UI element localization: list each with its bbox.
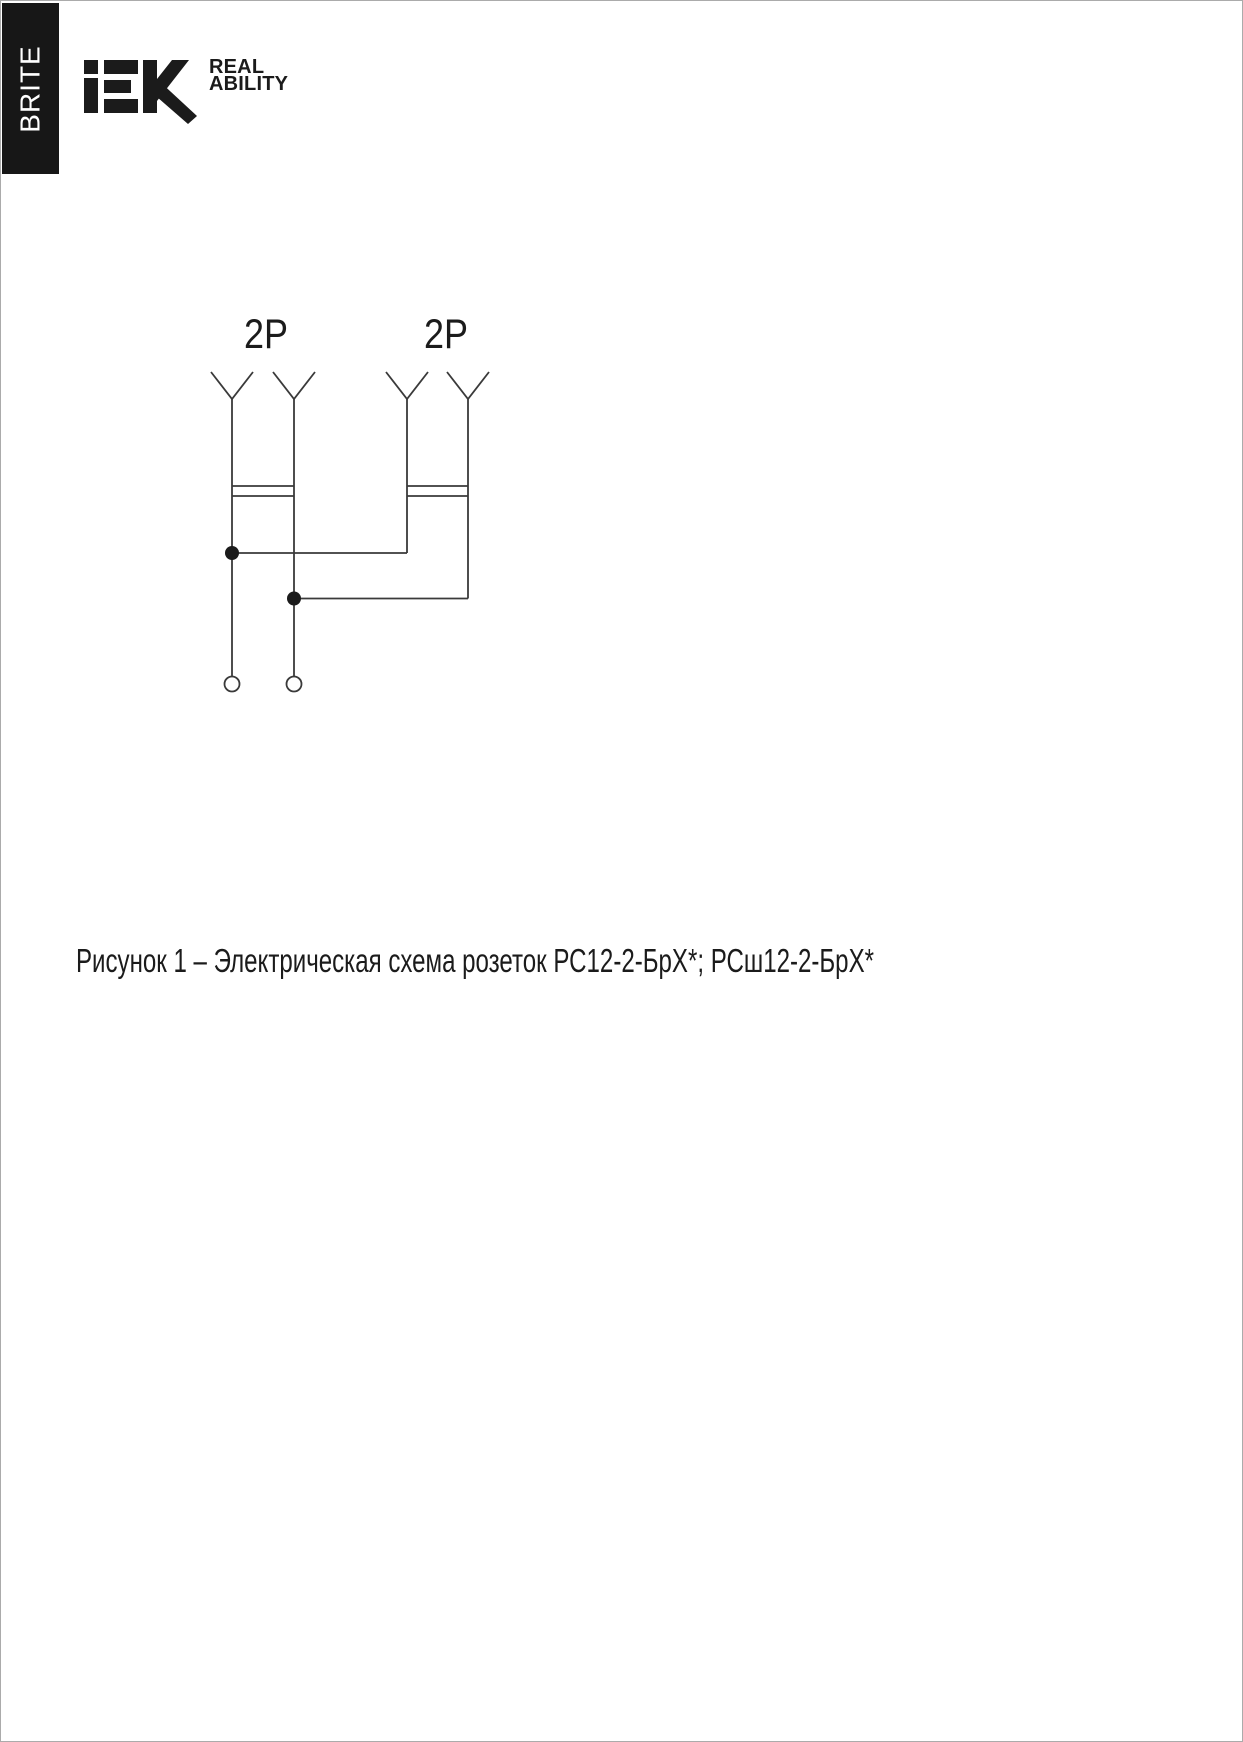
pin-fork-icon-2 bbox=[273, 372, 315, 399]
pole-label-left: 2P bbox=[244, 310, 288, 357]
pin-fork-icon-1 bbox=[211, 372, 253, 399]
logo-tagline-line2: ABILITY bbox=[209, 73, 289, 95]
pin-fork-icon-3 bbox=[386, 372, 428, 399]
wiring-diagram bbox=[1, 1, 1243, 1742]
figure-caption: Рисунок 1 – Электрическая схема розеток РС12-2-БрХ*; РСш12-2-БрХ* bbox=[76, 942, 875, 979]
junction-dot-1 bbox=[225, 546, 239, 560]
logo-tagline-line1: REAL bbox=[209, 56, 265, 78]
terminal-circle-2 bbox=[287, 677, 302, 692]
pole-label-right: 2P bbox=[424, 310, 468, 357]
brite-series-label: BRITE bbox=[14, 44, 46, 133]
terminal-circle-1 bbox=[225, 677, 240, 692]
junction-dot-2 bbox=[287, 592, 301, 606]
pin-fork-icon-4 bbox=[447, 372, 489, 399]
